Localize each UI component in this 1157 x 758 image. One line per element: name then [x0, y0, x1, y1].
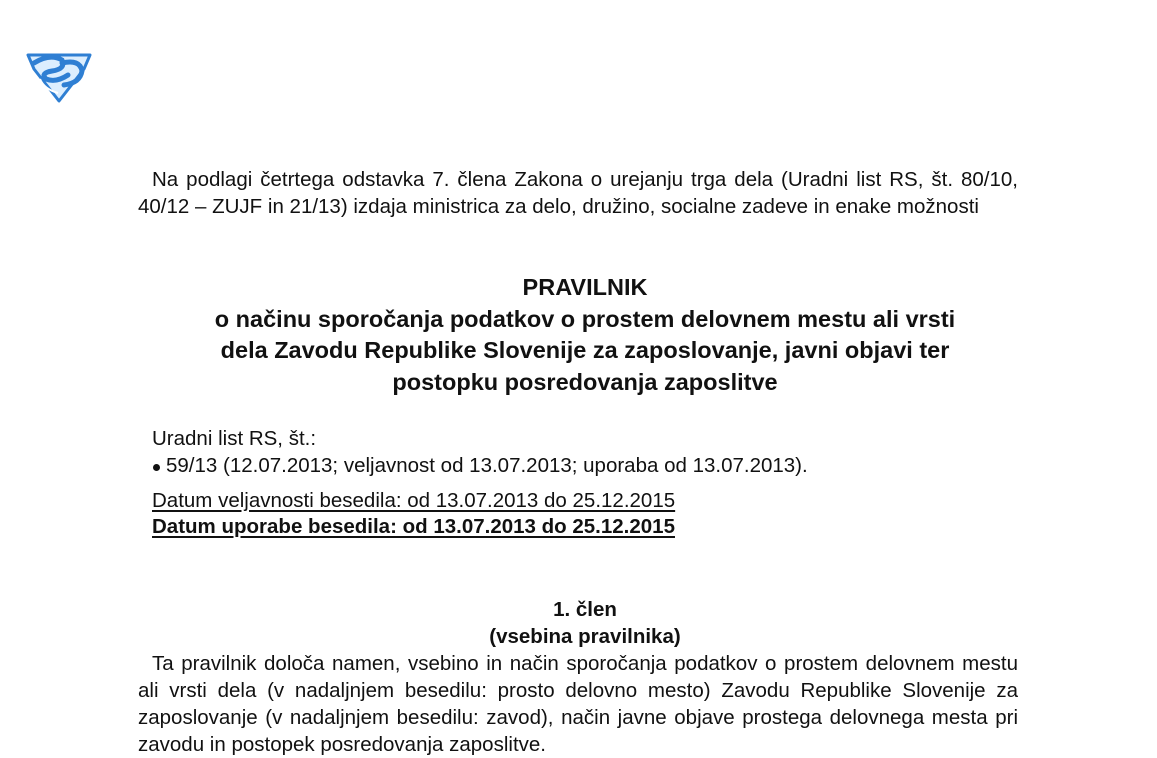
title-heading: PRAVILNIK — [522, 274, 648, 300]
gazette-entry: 59/13 (12.07.2013; veljavnost od 13.07.2013; uporaba od 13.07.2013). — [152, 452, 808, 479]
article-1-text: Ta pravilnik določa namen, vsebino in način sporočanja podatkov o prostem delovnem mestu ali vrsti dela (v nadaljnjem besedilu: prosto delovno mesto) Zavodu Republike Slovenije za zaposlovanje (v nadaljnjem besedilu: zavod), način javne objave prostega delovnega mesta pri zavodu in postopek posredovanja zaposlitve. — [138, 652, 1018, 756]
intro-paragraph: Na podlagi četrtega odstavka 7. člena Zakona o urejanju trga dela (Uradni list RS, št. 80/10, 40/12 – ZUJF in 21/13) izdaja ministrica za delo, družino, socialne zadeve in enake možnosti — [138, 168, 1018, 218]
text-dates — [152, 488, 675, 540]
article-number: 1. člen — [553, 598, 617, 621]
title-line: dela Zavodu Republike Slovenije za zaposlovanje, javni objavi ter — [220, 337, 950, 363]
gazette-label: Uradni list RS, št.: — [152, 427, 317, 450]
sd-logo — [22, 49, 96, 103]
title-line: o načinu sporočanja podatkov o prostem delovnem mestu ali vrsti — [214, 305, 956, 332]
title-line: postopku posredovanja zaposlitve — [392, 368, 778, 395]
gazette-reference — [152, 425, 808, 479]
article-subtitle: (vsebina pravilnika) — [489, 625, 681, 648]
article-1-heading — [140, 596, 1030, 650]
validity-date: Datum veljavnosti besedila: od 13.07.2013 do 25.12.2015 — [152, 489, 676, 512]
application-date: Datum uporabe besedila: od 13.07.2013 do 25.12.2015 — [152, 515, 675, 538]
document-title — [140, 272, 1030, 398]
